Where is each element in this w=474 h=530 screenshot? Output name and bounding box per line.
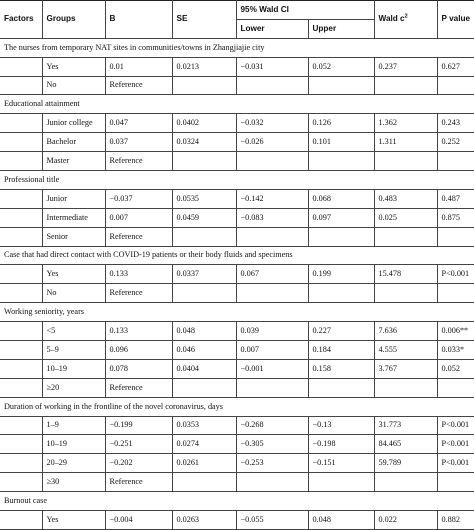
ci-lower-cell: −0.305: [236, 435, 308, 454]
table-header: [0, 1, 474, 39]
header-ci: 95% Wald CI: [236, 1, 374, 20]
group-cell: 20–29: [42, 454, 105, 473]
ci-upper-cell: 0.048: [308, 511, 374, 530]
b-cell: Reference: [105, 473, 172, 492]
table-row: [0, 359, 474, 378]
ci-lower-cell: −0.083: [236, 208, 308, 227]
factor-cell: [0, 76, 42, 95]
ci-upper-cell: −0.151: [308, 454, 374, 473]
se-cell: 0.0324: [172, 133, 236, 152]
p-value-cell: P<0.001: [437, 265, 474, 284]
header-factors: Factors: [0, 1, 42, 39]
ci-upper-cell: [308, 76, 374, 95]
ci-upper-cell: 0.199: [308, 265, 374, 284]
table-row: [0, 284, 474, 303]
section-title: The nurses from temporary NAT sites in communities/towns in Zhangjiajie city: [0, 38, 474, 57]
table-row: [0, 114, 474, 133]
table-row: [0, 511, 474, 530]
header-se: SE: [172, 1, 236, 39]
wald-cell: 0.022: [374, 511, 437, 530]
b-cell: −0.037: [105, 189, 172, 208]
wald-cell: 15.478: [374, 265, 437, 284]
ci-upper-cell: 0.052: [308, 57, 374, 76]
p-value-cell: 0.052: [437, 359, 474, 378]
se-cell: 0.0261: [172, 454, 236, 473]
p-value-cell: 0.006**: [437, 322, 474, 341]
wald-cell: 4.555: [374, 341, 437, 360]
ci-upper-cell: 0.184: [308, 341, 374, 360]
p-value-cell: 0.882: [437, 511, 474, 530]
ci-lower-cell: [236, 378, 308, 397]
ci-upper-cell: 0.126: [308, 114, 374, 133]
section-header-row: [0, 246, 474, 265]
group-cell: Intermediate: [42, 208, 105, 227]
p-value-cell: 0.875: [437, 208, 474, 227]
p-value-cell: [437, 227, 474, 246]
factor-cell: [0, 227, 42, 246]
table-row: [0, 189, 474, 208]
table-row: [0, 473, 474, 492]
wald-cell: 1.362: [374, 114, 437, 133]
ci-upper-cell: −0.13: [308, 416, 374, 435]
ci-lower-cell: −0.055: [236, 511, 308, 530]
header-ci-upper: Upper: [308, 19, 374, 38]
table-row: [0, 265, 474, 284]
table-row: [0, 341, 474, 360]
se-cell: 0.0402: [172, 114, 236, 133]
wald-cell: 0.025: [374, 208, 437, 227]
ci-upper-cell: 0.227: [308, 322, 374, 341]
section-header-row: [0, 397, 474, 416]
se-cell: [172, 152, 236, 171]
group-cell: 10–19: [42, 359, 105, 378]
factor-cell: [0, 284, 42, 303]
wald-cell: [374, 76, 437, 95]
ci-upper-cell: 0.101: [308, 133, 374, 152]
table-row: [0, 227, 474, 246]
factor-cell: [0, 208, 42, 227]
ci-lower-cell: [236, 227, 308, 246]
wald-cell: [374, 284, 437, 303]
se-cell: [172, 227, 236, 246]
table-row: [0, 322, 474, 341]
factor-cell: [0, 416, 42, 435]
se-cell: [172, 473, 236, 492]
table-row: [0, 435, 474, 454]
b-cell: −0.251: [105, 435, 172, 454]
se-cell: 0.0353: [172, 416, 236, 435]
ci-upper-cell: 0.158: [308, 359, 374, 378]
table-row: [0, 152, 474, 171]
factor-cell: [0, 152, 42, 171]
factor-cell: [0, 341, 42, 360]
p-value-cell: [437, 284, 474, 303]
ci-lower-cell: 0.039: [236, 322, 308, 341]
wald-cell: [374, 378, 437, 397]
factor-cell: [0, 359, 42, 378]
p-value-cell: [437, 473, 474, 492]
header-wald-superscript: 2: [404, 13, 408, 20]
factor-cell: [0, 322, 42, 341]
b-cell: Reference: [105, 284, 172, 303]
b-cell: Reference: [105, 378, 172, 397]
ci-lower-cell: −0.142: [236, 189, 308, 208]
header-p-value: P value: [437, 1, 474, 39]
wald-cell: [374, 473, 437, 492]
group-cell: Senior: [42, 227, 105, 246]
b-cell: Reference: [105, 76, 172, 95]
group-cell: 5–9: [42, 341, 105, 360]
wald-cell: 0.237: [374, 57, 437, 76]
group-cell: <5: [42, 322, 105, 341]
ci-lower-cell: −0.253: [236, 454, 308, 473]
group-cell: Bachelor: [42, 133, 105, 152]
header-groups: Groups: [42, 1, 105, 39]
ci-upper-cell: [308, 227, 374, 246]
ci-upper-cell: 0.097: [308, 208, 374, 227]
wald-cell: 59.789: [374, 454, 437, 473]
se-cell: 0.0274: [172, 435, 236, 454]
p-value-cell: [437, 76, 474, 95]
se-cell: [172, 378, 236, 397]
ci-lower-cell: −0.268: [236, 416, 308, 435]
b-cell: 0.01: [105, 57, 172, 76]
p-value-cell: 0.252: [437, 133, 474, 152]
group-cell: Yes: [42, 57, 105, 76]
section-title: Educational attainment: [0, 95, 474, 114]
ci-upper-cell: [308, 284, 374, 303]
factor-cell: [0, 378, 42, 397]
ci-lower-cell: −0.001: [236, 359, 308, 378]
wald-cell: [374, 227, 437, 246]
p-value-cell: [437, 152, 474, 171]
header-ci-lower: Lower: [236, 19, 308, 38]
header-b: B: [105, 1, 172, 39]
table-row: [0, 208, 474, 227]
section-title: Professional title: [0, 171, 474, 190]
factor-cell: [0, 511, 42, 530]
table-row: [0, 133, 474, 152]
se-cell: [172, 284, 236, 303]
header-wald: [374, 1, 437, 39]
wald-cell: 1.311: [374, 133, 437, 152]
section-title: Case that had direct contact with COVID-19 patients or their body fluids and specimens: [0, 246, 474, 265]
p-value-cell: P<0.001: [437, 435, 474, 454]
p-value-cell: P<0.001: [437, 416, 474, 435]
p-value-cell: [437, 378, 474, 397]
b-cell: 0.133: [105, 265, 172, 284]
ci-upper-cell: [308, 378, 374, 397]
se-cell: 0.0213: [172, 57, 236, 76]
b-cell: −0.199: [105, 416, 172, 435]
ci-lower-cell: 0.067: [236, 265, 308, 284]
wald-cell: 0.483: [374, 189, 437, 208]
header-wald-text: Wald c: [378, 14, 405, 24]
ci-lower-cell: 0.007: [236, 341, 308, 360]
p-value-cell: 0.033*: [437, 341, 474, 360]
ci-lower-cell: [236, 284, 308, 303]
b-cell: Reference: [105, 227, 172, 246]
factor-cell: [0, 473, 42, 492]
wald-cell: 3.767: [374, 359, 437, 378]
ci-upper-cell: −0.198: [308, 435, 374, 454]
factor-cell: [0, 189, 42, 208]
ci-lower-cell: [236, 76, 308, 95]
p-value-cell: P<0.001: [437, 454, 474, 473]
se-cell: 0.0337: [172, 265, 236, 284]
group-cell: Yes: [42, 265, 105, 284]
group-cell: 1–9: [42, 416, 105, 435]
table-body: [0, 38, 474, 529]
b-cell: 0.037: [105, 133, 172, 152]
ci-lower-cell: −0.032: [236, 114, 308, 133]
group-cell: No: [42, 76, 105, 95]
factor-cell: [0, 57, 42, 76]
b-cell: 0.078: [105, 359, 172, 378]
section-header-row: [0, 171, 474, 190]
section-header-row: [0, 492, 474, 511]
group-cell: Junior college: [42, 114, 105, 133]
table-row: [0, 76, 474, 95]
ci-upper-cell: [308, 473, 374, 492]
ci-upper-cell: 0.068: [308, 189, 374, 208]
se-cell: [172, 76, 236, 95]
factor-cell: [0, 435, 42, 454]
p-value-cell: 0.627: [437, 57, 474, 76]
wald-cell: 7.636: [374, 322, 437, 341]
se-cell: 0.046: [172, 341, 236, 360]
se-cell: 0.0263: [172, 511, 236, 530]
section-title: Working seniority, years: [0, 303, 474, 322]
ci-upper-cell: [308, 152, 374, 171]
ci-lower-cell: −0.031: [236, 57, 308, 76]
table-row: [0, 378, 474, 397]
group-cell: ≥30: [42, 473, 105, 492]
section-header-row: [0, 95, 474, 114]
factor-cell: [0, 114, 42, 133]
wald-cell: [374, 152, 437, 171]
table-row: [0, 57, 474, 76]
section-title: Burnout case: [0, 492, 474, 511]
factor-cell: [0, 454, 42, 473]
b-cell: Reference: [105, 152, 172, 171]
p-value-cell: 0.243: [437, 114, 474, 133]
factor-cell: [0, 133, 42, 152]
group-cell: ≥20: [42, 378, 105, 397]
ci-lower-cell: [236, 473, 308, 492]
group-cell: 10–19: [42, 435, 105, 454]
se-cell: 0.0459: [172, 208, 236, 227]
section-title: Duration of working in the frontline of the novel coronavirus, days: [0, 397, 474, 416]
b-cell: 0.007: [105, 208, 172, 227]
wald-cell: 84.465: [374, 435, 437, 454]
p-value-cell: 0.487: [437, 189, 474, 208]
group-cell: Master: [42, 152, 105, 171]
section-header-row: [0, 38, 474, 57]
section-header-row: [0, 303, 474, 322]
table-row: [0, 416, 474, 435]
factor-cell: [0, 265, 42, 284]
table-row: [0, 454, 474, 473]
b-cell: 0.096: [105, 341, 172, 360]
se-cell: 0.0535: [172, 189, 236, 208]
b-cell: 0.047: [105, 114, 172, 133]
group-cell: No: [42, 284, 105, 303]
se-cell: 0.048: [172, 322, 236, 341]
se-cell: 0.0404: [172, 359, 236, 378]
wald-cell: 31.773: [374, 416, 437, 435]
b-cell: −0.202: [105, 454, 172, 473]
ci-lower-cell: [236, 152, 308, 171]
b-cell: −0.004: [105, 511, 172, 530]
b-cell: 0.133: [105, 322, 172, 341]
group-cell: Yes: [42, 511, 105, 530]
group-cell: Junior: [42, 189, 105, 208]
ci-lower-cell: −0.026: [236, 133, 308, 152]
